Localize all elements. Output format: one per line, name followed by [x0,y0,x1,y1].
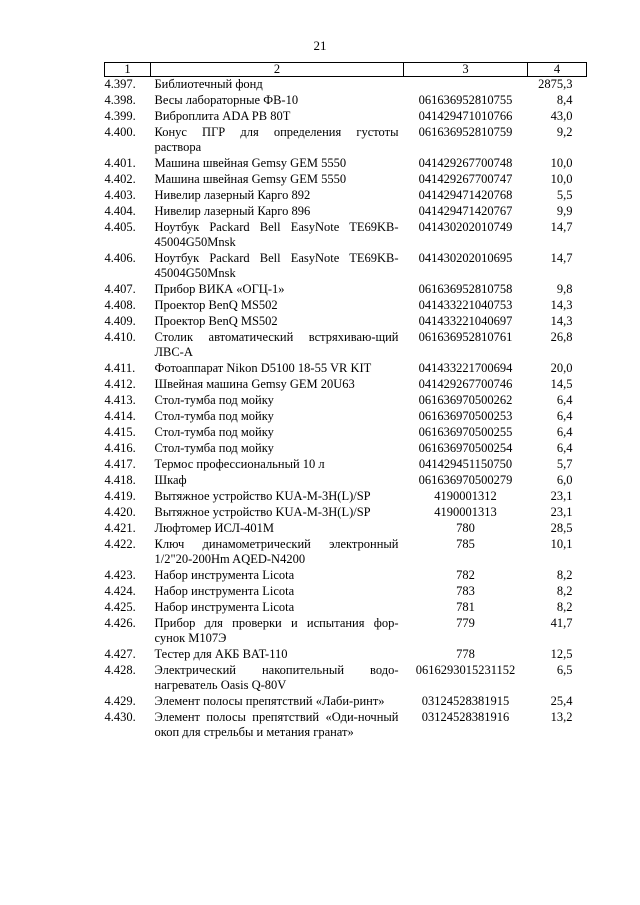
table-row [105,425,587,441]
item-value: 8,2 [556,568,573,582]
row-number: 4.411. [104,361,136,375]
item-value: 25,4 [550,694,573,708]
item-value: 41,7 [550,616,573,630]
inventory-code: 041429471420767 [418,204,513,218]
item-name: Тестер для АКБ BAT-110 [154,647,288,661]
item-value: 13,2 [550,710,573,724]
inventory-code: 781 [456,600,475,614]
inventory-code: 03124528381915 [421,694,510,708]
table-row [105,77,587,94]
row-number: 4.415. [104,425,136,439]
item-value: 6,5 [556,663,573,677]
row-number: 4.426. [104,616,136,630]
table-row [105,172,587,188]
item-value: 6,0 [556,473,573,487]
row-number: 4.406. [104,251,136,265]
item-name: Набор инструмента Licota [154,600,295,614]
item-name: Набор инструмента Licota [154,568,295,582]
item-name: Виброплита ADA PB 80T [154,109,291,123]
item-value: 6,4 [556,409,573,423]
item-value: 14,5 [550,377,573,391]
item-value: 26,8 [550,330,573,344]
row-number: 4.430. [104,710,136,724]
table-row [105,204,587,220]
item-name: Конус ПГР для определения густоты раствора [154,125,399,154]
table-row [105,441,587,457]
row-number: 4.408. [104,298,136,312]
inventory-code: 041429471420768 [418,188,513,202]
item-name: Вытяжное устройство KUA-M-3H(L)/SP [154,505,371,519]
table-row [105,361,587,377]
inventory-code: 041429471010766 [418,109,513,123]
row-number: 4.399. [104,109,136,123]
item-name: Прибор для проверки и испытания фор-сунок М107Э [154,616,399,645]
row-number: 4.421. [104,521,136,535]
item-value: 12,5 [550,647,573,661]
column-header-2: 2 [151,63,404,77]
row-number: 4.397. [104,77,136,91]
table-row [105,694,587,710]
row-number: 4.401. [104,156,136,170]
item-name: Набор инструмента Licota [154,584,295,598]
item-value: 6,4 [556,425,573,439]
item-name: Швейная машина Gemsy GEM 20U63 [154,377,355,391]
inventory-code: 061636952810759 [418,125,513,139]
row-number: 4.423. [104,568,136,582]
item-name: Термос профессиональный 10 л [154,457,325,471]
table-row [105,188,587,204]
row-number: 4.404. [104,204,136,218]
item-name: Вытяжное устройство KUA-M-3H(L)/SP [154,489,371,503]
table-row [105,489,587,505]
item-value: 10,1 [550,537,573,551]
item-value: 6,4 [556,393,573,407]
item-name: Стол-тумба под мойку [154,441,274,455]
table-row [105,600,587,616]
item-value: 2875,3 [538,77,573,91]
item-value: 23,1 [550,489,573,503]
row-number: 4.412. [104,377,136,391]
table-row [105,710,587,741]
item-name: Машина швейная Gemsy GEM 5550 [154,172,347,186]
item-value: 10,0 [550,172,573,186]
item-name: Ключ динамометрический электронный 1/2"20-200Hm AQED-N4200 [154,537,399,566]
item-name: Элемент полосы препятствий «Оди-ночный окоп для стрельбы и метания гранат» [154,710,399,739]
inventory-code: 041429267700746 [418,377,513,391]
inventory-code: 061636970500279 [418,473,513,487]
table-row [105,521,587,537]
item-value: 10,0 [550,156,573,170]
table-row [105,314,587,330]
table-row [105,393,587,409]
item-name: Проектор BenQ MS502 [154,314,278,328]
row-number: 4.420. [104,505,136,519]
row-number: 4.417. [104,457,136,471]
inventory-code: 041429451150750 [418,457,513,471]
table-row [105,473,587,489]
item-value: 28,5 [550,521,573,535]
item-name: Ноутбук Packard Bell EasyNote TE69KB-45004G50Mnsk [154,220,399,249]
row-number: 4.416. [104,441,136,455]
inventory-code: 780 [456,521,475,535]
item-value: 8,2 [556,600,573,614]
item-name: Нивелир лазерный Карго 892 [154,188,311,202]
item-value: 14,7 [550,251,573,265]
table-row [105,251,587,282]
inventory-code: 041430202010695 [418,251,513,265]
page-number: 21 [313,38,327,53]
inventory-code: 782 [456,568,475,582]
row-number: 4.424. [104,584,136,598]
inventory-code: 041433221040753 [418,298,513,312]
inventory-code: 4190001313 [434,505,497,519]
row-number: 4.425. [104,600,136,614]
item-value: 20,0 [550,361,573,375]
item-name: Стол-тумба под мойку [154,393,274,407]
inventory-code: 041430202010749 [418,220,513,234]
table-row [105,505,587,521]
item-name: Фотоаппарат Nikon D5100 18-55 VR KIT [154,361,372,375]
inventory-code: 041429267700748 [418,156,513,170]
row-number: 4.410. [104,330,136,344]
row-number: 4.409. [104,314,136,328]
table-row [105,377,587,393]
inventory-code: 061636952810755 [418,93,513,107]
item-name: Прибор ВИКА «ОГЦ-1» [154,282,285,296]
inventory-code: 778 [456,647,475,661]
inventory-code: 061636970500262 [418,393,513,407]
inventory-code: 061636970500254 [418,441,513,455]
inventory-code: 0616293015231152 [415,663,516,677]
item-name: Элемент полосы препятствий «Лаби-ринт» [154,694,385,708]
column-header-4: 4 [528,63,587,77]
item-value: 8,2 [556,584,573,598]
table-row [105,457,587,473]
item-name: Электрический накопительный водо-нагреватель Oasis Q-80V [154,663,399,692]
inventory-code: 4190001312 [434,489,497,503]
row-number: 4.402. [104,172,136,186]
item-name: Ноутбук Packard Bell EasyNote TE69KB-45004G50Mnsk [154,251,399,280]
table-row [105,220,587,251]
row-number: 4.407. [104,282,136,296]
row-number: 4.405. [104,220,136,234]
inventory-code: 779 [456,616,475,630]
row-number: 4.429. [104,694,136,708]
table-row [105,409,587,425]
inventory-code: 061636970500253 [418,409,513,423]
item-value: 6,4 [556,441,573,455]
table-row [105,125,587,156]
table-row [105,584,587,600]
row-number: 4.400. [104,125,136,139]
row-number: 4.427. [104,647,136,661]
item-name: Шкаф [154,473,187,487]
item-name: Столик автоматический встряхиваю-щий ЛВС-А [154,330,399,359]
inventory-code: 03124528381916 [421,710,510,724]
inventory-code: 783 [456,584,475,598]
inventory-code: 041433221700694 [418,361,513,375]
item-value: 14,3 [550,314,573,328]
table-row [105,663,587,694]
inventory-code: 041433221040697 [418,314,513,328]
item-value: 9,8 [556,282,573,296]
item-name: Проектор BenQ MS502 [154,298,278,312]
table-row [105,647,587,663]
row-number: 4.418. [104,473,136,487]
inventory-table [104,62,587,741]
row-number: 4.413. [104,393,136,407]
row-number: 4.398. [104,93,136,107]
row-number: 4.428. [104,663,136,677]
item-value: 9,2 [556,125,573,139]
table-row [105,537,587,568]
inventory-code: 785 [456,537,475,551]
item-value: 14,3 [550,298,573,312]
inventory-code: 041429267700747 [418,172,513,186]
column-header-3: 3 [404,63,528,77]
item-name: Библиотечный фонд [154,77,263,91]
item-value: 43,0 [550,109,573,123]
table-row [105,93,587,109]
row-number: 4.422. [104,537,136,551]
table-row [105,298,587,314]
item-value: 23,1 [550,505,573,519]
item-name: Стол-тумба под мойку [154,409,274,423]
row-number: 4.414. [104,409,136,423]
row-number: 4.419. [104,489,136,503]
table-row [105,282,587,298]
item-value: 8,4 [556,93,573,107]
row-number: 4.403. [104,188,136,202]
inventory-code: 061636952810761 [418,330,513,344]
item-value: 9,9 [556,204,573,218]
inventory-code: 061636970500255 [418,425,513,439]
item-name: Стол-тумба под мойку [154,425,274,439]
table-header-row [105,63,587,77]
column-header-1: 1 [105,63,151,77]
table-row [105,616,587,647]
item-name: Весы лабораторные ФВ-10 [154,93,299,107]
item-value: 5,7 [556,457,573,471]
table-row [105,568,587,584]
item-name: Нивелир лазерный Карго 896 [154,204,311,218]
item-name: Машина швейная Gemsy GEM 5550 [154,156,347,170]
table-row [105,156,587,172]
table-row [105,109,587,125]
table-row [105,330,587,361]
item-value: 14,7 [550,220,573,234]
item-value: 5,5 [556,188,573,202]
inventory-code [404,77,528,94]
item-name: Люфтомер ИСЛ-401М [154,521,275,535]
inventory-code: 061636952810758 [418,282,513,296]
